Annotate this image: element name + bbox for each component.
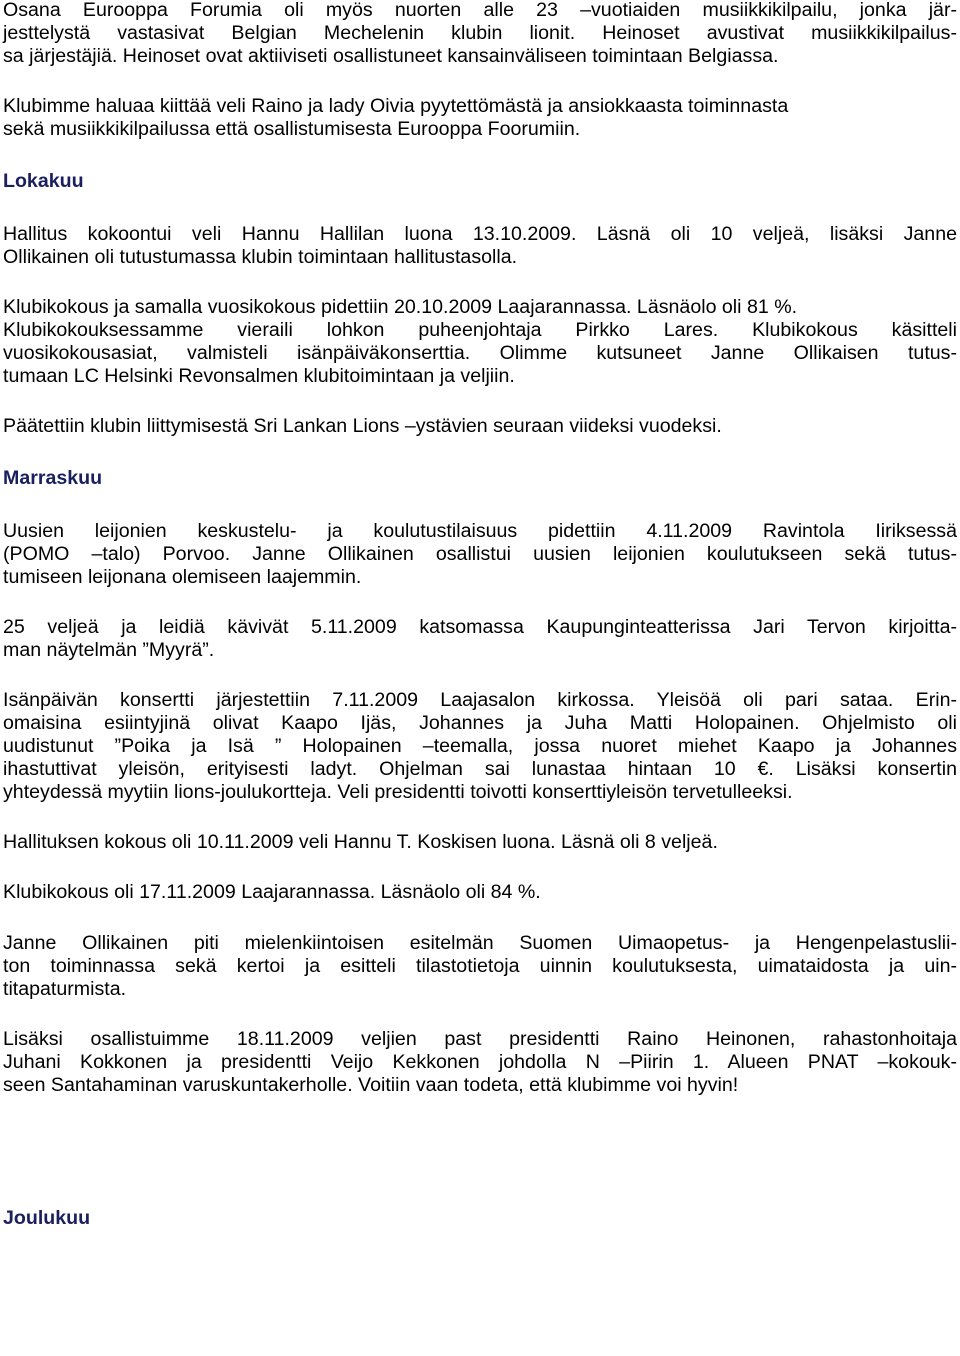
paragraph-new-lions-training [3,520,957,589]
text-line: Uusien leijonien keskustelu- ja koulutustilaisuus pidettiin 4.11.2009 Ravintola Iiriksessä [3,519,957,542]
text-line: ton toiminnassa sekä kertoi ja esitteli tilastotietoja uinnin koulutuksesta, uimataidosta ja uin- [3,954,957,977]
text-line: Janne Ollikainen piti mielenkiintoisen esitelmän Suomen Uimaopetus- ja Hengenpelastuslii- [3,931,957,954]
text-line: 25 veljeä ja leidiä kävivät 5.11.2009 katsomassa Kaupunginteatterissa Jari Tervon kirjoitta- [3,615,957,638]
text-line: jesttelystä vastasivat Belgian Mechelenin klubin lionit. Heinoset avustivat musiikkikilpailus- [3,22,957,44]
paragraph-board-meeting-november [3,831,957,854]
paragraph-forum-music-competition [3,0,957,68]
text-line: yhteydessä myytiin lions-joulukortteja. Veli presidentti toivotti konserttiyleisön tervetulleeksi. [3,781,793,804]
text-line: tumiseen leijonana olemiseen laajemmin. [3,565,362,588]
text-line: Ollikainen oli tutustumassa klubin toimintaan hallitustasolla. [3,245,518,268]
text-line: seen Santahaminan varuskuntakerholle. Voitiin vaan todeta, että klubimme voi hyvin! [3,1073,739,1096]
text-line: sa järjestäjiä. Heinoset ovat aktiiviseti osallistuneet kansainväliseen toimintaan Belgiassa. [3,45,779,67]
text-line: titapaturmista. [3,977,127,1000]
text-line: Klubimme haluaa kiittää veli Raino ja lady Oivia pyytettömästä ja ansiokkaasta toiminnasta [3,95,789,118]
text-line: Klubikokouksessamme vieraili lohkon puheenjohtaja Pirkko Lares. Klubikokous käsitteli [3,318,957,341]
text-line: Hallitus kokoontui veli Hannu Hallilan luona 13.10.2009. Läsnä oli 10 veljeä, lisäksi Janne [3,222,957,245]
text-line: Isänpäivän konsertti järjestettiin 7.11.2009 Laajasalon kirkossa. Yleisöä oli pari sataa. Erin- [3,689,957,712]
section-heading-december: Joulukuu [3,1206,91,1229]
paragraph-club-meeting-november [3,881,957,904]
text-line: uudistunut ”Poika ja Isä ” Holopainen –teemalla, jossa nuoret miehet Kaapo ja Johannes [3,735,957,758]
text-line: vuosikokousasiat, valmisteli isänpäiväkonserttia. Olimme kutsuneet Janne Ollikaisen tutus- [3,341,957,364]
text-line: sekä musiikkikilpailussa että osallistumisesta Eurooppa Foorumiin. [3,118,581,141]
paragraph-fathers-day-concert [3,689,957,804]
paragraph-theatre-visit [3,616,957,662]
paragraph-board-meeting-october [3,223,957,269]
section-heading-october: Lokakuu [3,170,84,193]
document-page [3,0,957,1232]
paragraph-thanks [3,95,957,141]
text-line: Klubikokous oli 17.11.2009 Laajarannassa. Läsnäolo oli 84 %. [3,881,541,904]
text-line: Juhani Kokkonen ja presidentti Veijo Kekkonen johdolla N –Piirin 1. Alueen PNAT –kokouk- [3,1050,957,1073]
paragraph-sri-lanka [3,415,957,438]
text-line: Päätettiin klubin liittymisestä Sri Lankan Lions –ystävien seuraan viideksi vuodeksi. [3,415,722,438]
text-line: omaisina esiintyjinä olivat Kaapo Ijäs, Johannes ja Juha Matti Holopainen. Ohjelmisto oli [3,712,957,735]
text-line: Osana Eurooppa Forumia oli myös nuorten alle 23 –vuotiaiden musiikkikilpailu, jonka jär- [3,0,957,21]
paragraph-pnat-meeting [3,1028,957,1097]
text-line: Lisäksi osallistuimme 18.11.2009 veljien past presidentti Raino Heinonen, rahastonhoitaja [3,1027,957,1050]
text-line: Hallituksen kokous oli 10.11.2009 veli Hannu T. Koskisen luona. Läsnä oli 8 veljeä. [3,831,718,854]
paragraph-annual-meeting [3,296,957,388]
text-line: (POMO –talo) Porvoo. Janne Ollikainen osallistui uusien leijonien koulutukseen sekä tutus- [3,542,957,565]
paragraph-swimming-lecture [3,932,957,1001]
text-line: Klubikokous ja samalla vuosikokous pidettiin 20.10.2009 Laajarannassa. Läsnäolo oli 81 %. [3,295,798,318]
text-line: tumaan LC Helsinki Revonsalmen klubitoimintaan ja veljiin. [3,364,515,387]
section-heading-november: Marraskuu [3,467,103,490]
text-line: ihastuttivat yleisön, erityisesti ladyt. Ohjelman sai lunastaa hintaan 10 €. Lisäksi konsertin [3,758,957,781]
text-line: man näytelmän ”Myyrä”. [3,638,215,661]
